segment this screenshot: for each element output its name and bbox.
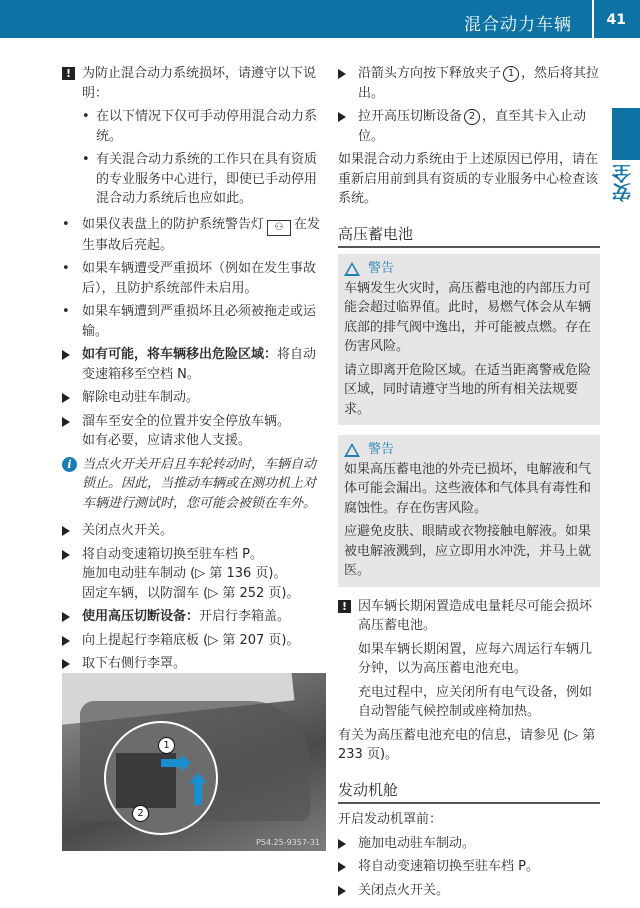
warning-triangle-icon — [344, 443, 360, 457]
warning-box — [338, 435, 600, 587]
info-block — [62, 455, 328, 514]
step-item — [62, 631, 328, 651]
info-text: 当点火开关开启且车轮转动时，车辆自动锁止。因此，当推动车辆或在测功机上对车辆进行测试时，您可能会被锁在车外。 — [82, 456, 317, 511]
step-text: 将自动变速箱移至空档 N。 — [82, 347, 317, 382]
callout-1-marker: 1 — [503, 66, 519, 82]
step-item — [62, 388, 328, 408]
step-arrow-icon — [338, 112, 346, 122]
step-item — [338, 857, 600, 877]
step-text: 解除电动驻车制动。 — [82, 390, 200, 405]
step-text: 将自动变速箱切换至驻车档 P。 — [358, 859, 539, 874]
warning-text: 如果高压蓄电池的外壳已损坏，电解液和气体可能会漏出。这些液体和气体具有毒性和腐蚀性。存在伤害风险。 — [344, 461, 592, 516]
trunk-illustration — [62, 673, 326, 851]
header-divider — [592, 0, 594, 38]
arrow-up-icon — [194, 783, 202, 805]
note-block — [62, 64, 328, 103]
step-item — [338, 834, 600, 854]
step-arrow-icon — [62, 526, 70, 536]
note-block — [338, 597, 600, 636]
page-header — [0, 0, 640, 38]
note-text: 因车辆长期闲置造成电量耗尽可能会损坏高压蓄电池。 — [358, 598, 593, 633]
bullet-icon: • — [62, 261, 70, 276]
step-arrow-icon — [62, 350, 70, 360]
note-intro: 为防止混合动力系统损坏，请遵守以下说明： — [82, 66, 317, 101]
page-number: 41 — [606, 12, 626, 28]
warning-text: 请立即离开危险区域。在适当距离警戒危险区域，同时请遵守当地的所有相关法规要求。 — [344, 362, 592, 417]
section-title-engine-compartment: 发动机舱 — [338, 781, 600, 805]
step-text: 将自动变速箱切换至驻车档 P。 — [82, 546, 263, 562]
condition-item — [62, 259, 328, 298]
step-text: 施加电动驻车制动。 — [358, 835, 476, 851]
note-subitem-text: 在以下情况下仅可手动停用混合动力系统。 — [96, 109, 318, 144]
step-text: 取下右侧行李罩。 — [82, 656, 187, 671]
step-arrow-icon — [338, 69, 346, 79]
warning-header — [344, 440, 594, 460]
bullet-icon: • — [62, 216, 70, 232]
warning-text: 应避免皮肤、眼睛或衣物接触电解液。如果被电解液溅到，应立即用水冲洗，并马上就医。 — [344, 524, 592, 578]
step-arrow-icon — [338, 839, 346, 849]
warning-label: 警告 — [368, 442, 395, 457]
page-reference[interactable]: 有关为高压蓄电池充电的信息，请参见 (▷ 第 233 页)。 — [338, 727, 596, 762]
warning-triangle-icon — [344, 262, 360, 276]
step-item — [62, 345, 328, 384]
chapter-title: 混合动力车辆 — [464, 15, 572, 35]
condition-text: 如果车辆遭受严重损坏（例如在发生事故后），且防护系统部件未启用。 — [82, 261, 317, 296]
callout-1: 1 — [158, 737, 175, 754]
warning-box — [338, 254, 600, 425]
exclamation-icon: ! — [338, 600, 351, 613]
condition-item — [62, 302, 328, 341]
airbag-warning-lamp-icon: ⚇ — [267, 220, 291, 236]
exclamation-icon: ! — [62, 67, 75, 80]
info-icon: i — [62, 457, 77, 472]
section-tab-marker — [612, 108, 640, 160]
note-subitem — [62, 150, 328, 209]
callout-2-marker: 2 — [464, 109, 480, 125]
page-reference[interactable]: 施加电动驻车制动 (▷ 第 136 页)。 — [82, 566, 287, 581]
step-bold: 如有可能，将车辆移出危险区域： — [82, 347, 278, 362]
step-arrow-icon — [62, 636, 70, 646]
step-arrow-icon — [62, 550, 70, 560]
condition-item — [62, 215, 328, 256]
arrow-right-icon — [161, 759, 183, 767]
step-note: 如有必要，应请求他人支援。 — [82, 433, 252, 448]
step-text: 开启行李箱盖。 — [199, 609, 291, 624]
step-item — [338, 107, 600, 146]
condition-text: 如果车辆遭到严重损坏且必须被拖走或运输。 — [82, 304, 317, 339]
step-arrow-icon — [338, 886, 346, 896]
callout-2: 2 — [132, 805, 149, 822]
bullet-icon: • — [82, 152, 90, 167]
step-arrow-icon — [62, 659, 70, 669]
step-text: 拉开高压切断设备 — [358, 109, 463, 124]
paragraph: 如果混合动力系统由于上述原因已停用，请在重新启用前到具有资质的专业服务中心检查该系统。 — [338, 152, 599, 206]
step-text: 关闭点火开关。 — [82, 523, 174, 538]
note-paragraph: 充电过程中，应关闭所有电气设备，例如自动智能气候控制或座椅加热。 — [358, 684, 593, 719]
figure-code: P54.25-9357-31 — [255, 838, 320, 847]
section-intro: 开启发动机罩前： — [338, 812, 443, 827]
step-item — [62, 654, 328, 674]
step-text: 关闭点火开关。 — [358, 882, 450, 898]
step-arrow-icon — [62, 612, 70, 622]
warning-header — [344, 259, 594, 279]
step-text: ，然后将其拉出。 — [358, 66, 600, 101]
step-arrow-icon — [62, 417, 70, 427]
warning-text: 车辆发生火灾时，高压蓄电池的内部压力可能会超过临界值。此时，易燃气体会从车辆底部的排气阀中逸出，并可能被点燃。存在伤害风险。 — [344, 280, 592, 354]
step-item — [338, 64, 600, 103]
note-paragraph: 如果车辆长期闲置，应每六周运行车辆几分钟，以为高压蓄电池充电。 — [358, 641, 593, 676]
bullet-icon: • — [62, 304, 70, 319]
step-bold: 使用高压切断设备： — [82, 609, 200, 624]
page-reference[interactable]: 固定车辆，以防溜车 (▷ 第 252 页)。 — [82, 585, 300, 601]
bullet-icon: • — [82, 109, 90, 124]
condition-text: 如果仪表盘上的防护系统警告灯 — [82, 216, 265, 232]
step-item — [62, 545, 328, 565]
note-subitem-text: 有关混合动力系统的工作只在具有资质的专业服务中心进行，即使已手动停用混合动力系统后也应如此。 — [96, 152, 318, 206]
step-item — [62, 521, 328, 541]
right-column — [338, 64, 600, 904]
warning-label: 警告 — [368, 261, 395, 276]
condition-text: 在发生事故后亮起。 — [82, 216, 321, 253]
step-text: 溜车至安全的位置并安全停放车辆。 — [82, 413, 291, 429]
left-column — [62, 64, 328, 678]
step-item — [338, 881, 600, 901]
note-subitem — [62, 107, 328, 146]
step-arrow-icon — [62, 393, 70, 403]
step-arrow-icon — [338, 862, 346, 872]
section-tab-label: 安全 — [612, 164, 634, 202]
step-item — [62, 607, 328, 627]
step-item — [62, 412, 328, 432]
section-title-hv-battery: 高压蓄电池 — [338, 225, 600, 249]
step-text-with-page-reference[interactable]: 向上提起行李箱底板 (▷ 第 207 页)。 — [82, 632, 300, 648]
step-text: ，直至其卡入止动位。 — [358, 109, 587, 144]
step-text: 沿箭头方向按下释放夹子 — [358, 66, 502, 81]
